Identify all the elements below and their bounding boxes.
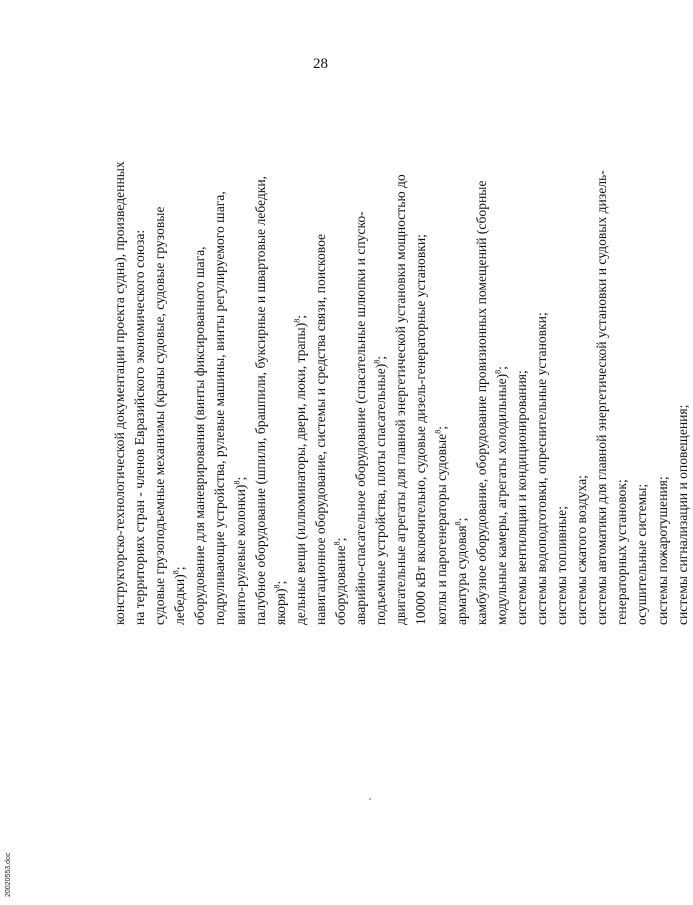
text-line [170,45,190,835]
text-line-content: камбузное оборудование, оборудование провизионных помещений (сборные [473,180,489,625]
text-line-tail: ; [272,580,288,585]
text-line [251,45,271,835]
text-line [331,45,351,835]
text-line [130,45,150,835]
text-line-content: лебедки) [172,574,188,625]
text-line-content: системы топливные; [554,506,570,625]
text-line-content: подруливающие устройства, рулевые машины, винты регулируемого шага, [212,191,228,625]
text-line [150,45,170,835]
text-line [612,45,632,835]
text-line-tail: ; [172,566,188,571]
text-line-tail: ; [373,355,389,360]
text-line [311,45,331,835]
text-line [231,45,251,835]
footnote-marker: 8 [232,480,242,485]
footer-filename: 20020553.doc [5,852,12,897]
text-line [472,45,492,835]
text-line [673,45,693,835]
footnote-marker: 8 [332,541,342,546]
text-line-content: навигационное оборудование, системы и средства связи, поисковое [312,233,328,625]
text-line-content: модульные камеры, агрегаты холодильные) [493,373,509,625]
text-line [452,45,472,835]
text-line-content: судовые грузоподъемные механизмы (краны судовые, судовые грузовые [152,206,168,625]
text-line-tail: ; [433,425,449,430]
text-line [492,45,512,835]
text-line [291,45,311,835]
footnote-marker: 8 [171,570,181,575]
text-line-tail: ; [232,476,248,481]
footnote-marker: 8 [493,369,503,374]
footnote-marker: 8 [292,318,302,323]
text-line-content: двигательные агрегаты для главной энергетической установки мощностью до [393,174,409,625]
text-line [190,45,210,835]
text-line-tail: ; [453,517,469,522]
text-line-content: оборудование для маневрирования (винты фиксированного шага, [192,246,208,625]
text-line [532,45,552,835]
text-line-content: системы сжатого воздуха; [574,475,590,625]
text-line [653,45,673,835]
text-line [512,45,532,835]
page-number-text: 28 [312,56,328,73]
text-line [391,45,411,835]
text-line-tail: ; [333,537,349,542]
footnote-marker: 8 [372,359,382,364]
stray-mark [369,798,371,800]
text-line [110,45,130,835]
text-line [592,45,612,835]
text-line [632,45,652,835]
text-line-content: генераторных установок; [614,479,630,625]
footnote-marker: 8 [432,429,442,434]
text-line-content: винто-рулевые колонки) [232,484,248,625]
text-line [271,45,291,835]
text-line-content: конструкторско-технологической документации проекта судна), произведенных [112,161,127,625]
text-line-content: котлы и парогенераторы судовые [433,433,449,625]
text-line [210,45,230,835]
text-line [351,45,371,835]
text-line-content: осушительные системы; [634,483,650,625]
text-line-content: на территориях стран - членов Евразийского экономического союза: [132,229,148,625]
text-line-content: якоря) [272,588,288,625]
text-line-content: 10000 кВт включительно, судовые дизель-генераторные установки; [413,234,429,625]
text-line [552,45,572,835]
rotated-page-content [70,45,690,835]
text-line [432,45,452,835]
text-line [411,45,431,835]
text-line-content: аварийно-спасательное оборудование (спасательные шлюпки и спуско- [353,211,369,625]
text-line-content: дельные вещи (иллюминаторы, двери, люки, трапы) [292,322,308,625]
text-line-content: системы пожаротушения; [654,476,670,625]
text-line-content: арматура судовая [453,525,469,625]
text-line-tail: ; [493,366,509,370]
text-line-content: подъемные устройства, плоты спасательные) [373,363,389,625]
footnote-marker: 8 [453,521,463,526]
text-line-content: системы сигнализации и оповещения; [674,404,690,625]
text-line [371,45,391,835]
text-line-content: палубное оборудование (шпили, брашпили, буксирные и швартовые лебедки, [252,175,268,625]
document-body [70,45,690,835]
text-line-content: системы автоматики для главной энергетической установки и судовых дизель- [594,170,610,625]
text-line [572,45,592,835]
text-line-content: оборудование [333,545,349,625]
text-line-content: системы вентиляции и кондиционирования; [513,370,529,625]
text-line-content: системы водоподготовки, опреснительные установки; [533,312,549,625]
footnote-marker: 8 [272,584,282,589]
text-line-tail: ; [292,315,308,319]
